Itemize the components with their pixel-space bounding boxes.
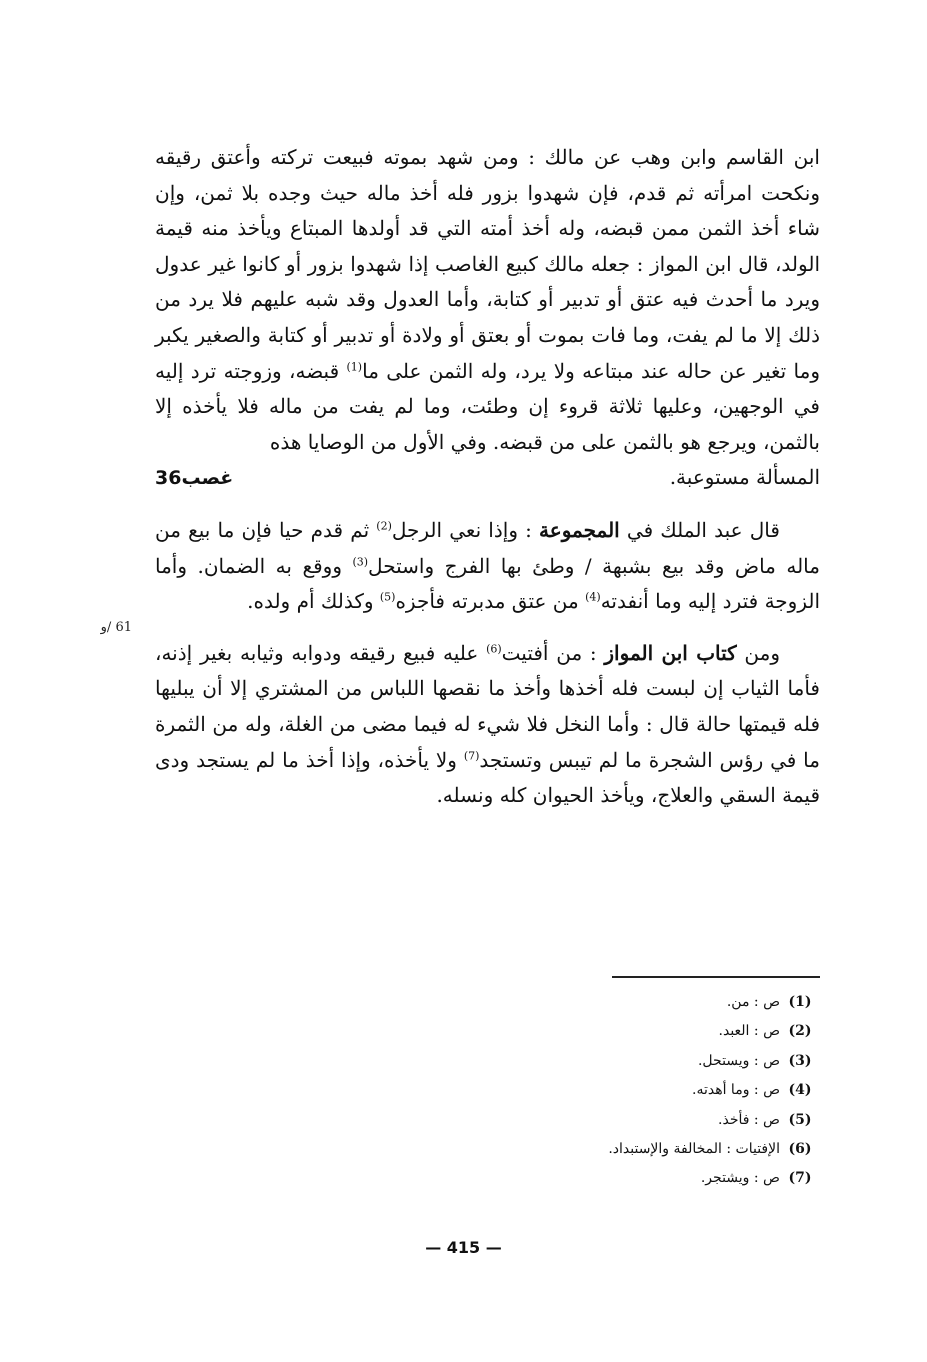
- footnote-text: ص : من.: [726, 994, 780, 1010]
- text-line: والصغير يكبر وما تغير عن حاله عند مبتاعه ولا يرد، وله الثمن على ما: [155, 322, 820, 383]
- footnote-text: ص : ويستحل.: [697, 1052, 780, 1069]
- footnote-number: (5): [788, 1111, 812, 1128]
- footnote-text: ص : ويشتجر.: [700, 1170, 780, 1187]
- text-line: وزوجته ترد إليه في الوجهين، وعليها ثلاثة قروء إن وطئت، وما لم يفت من ماله فلا: [155, 358, 820, 419]
- footnote-item: [420, 1135, 820, 1164]
- footnote-text: الإفتيات : المخالفة والإستبداد.: [608, 1141, 780, 1158]
- main-text: [155, 140, 820, 814]
- text-line: ابن القاسم وابن وهب عن مالك : ومن شهد بموته فبيعت تركته وأعتق رقيقه: [155, 145, 820, 169]
- footnote-ref: (2): [376, 519, 392, 533]
- footnote-number: (6): [788, 1141, 812, 1158]
- footnote-ref: (1): [346, 359, 363, 373]
- text-span: عليه فبيع رقيقه ودوابه وثيابه بغير إذنه، فأما الثياب إن لبست فله أخذها وأخذ ما نقصها اللباس من المشتري إلا أن يبليها فله قيمتها حالة قال : وأما النخل فلا شيء له فيما مضى من الغلة، وله من الثمرة ما في رؤس الشجرة ما لم تيبس وتستجد: [155, 640, 820, 772]
- footnote-item: [420, 1047, 820, 1076]
- footnote-number: (7): [788, 1170, 812, 1187]
- footnote-ref: (6): [486, 642, 502, 656]
- footnote-text: ص : فأخذ.: [718, 1111, 780, 1128]
- footnote-item: [420, 1076, 820, 1105]
- text-line: المسألة مستوعبة.: [669, 465, 820, 490]
- text-line: عدول ويرد ما أحدث فيه عتق أو تدبير أو كتابة، وأما العدول وقد شبه عليهم فلا: [155, 251, 820, 312]
- text-span: : من أفتيت: [501, 640, 605, 665]
- footnote-separator: [612, 976, 820, 978]
- footnote-ref: (3): [352, 554, 369, 568]
- inline-note: غصب36: [155, 467, 234, 490]
- footnote-number: (2): [788, 1023, 812, 1040]
- footnote-number: (3): [788, 1052, 812, 1069]
- text-line: قبضه،: [289, 358, 347, 383]
- footnote-text: ص : العبد.: [718, 1023, 780, 1040]
- text-span: قال عبد الملك في: [619, 517, 780, 542]
- footnote-ref: (7): [463, 748, 480, 762]
- footnote-item: [420, 988, 820, 1017]
- page-number: — 415 —: [425, 1238, 502, 1257]
- text-line: يرد من ذلك إلا ما لم يفت، وما فات بموت أو بعتق أو ولادة أو تدبير أو كتابة: [155, 287, 820, 347]
- text-line: ونكحت امرأته ثم قدم، فإن شهدوا بزور فله أخذ ماله حيث وجده بلا ثمن، وإن: [155, 180, 820, 205]
- footnote-item: [420, 1017, 820, 1046]
- paragraph-3: [155, 636, 820, 814]
- book-title: كتاب ابن المواز: [604, 640, 737, 665]
- text-line: يأخذه إلا بالثمن، ويرجع هو بالثمن على من قبضه. وفي الأول من الوصايا هذه: [155, 394, 820, 454]
- text-span: ومن: [736, 640, 781, 665]
- text-span: ثم قدم حيا فإن ما بيع من ماله ماض وقد بيع بشبهة / وطئ بها الفرج واستحل: [155, 517, 820, 578]
- text-span: : وإذا نعي الرجل: [391, 517, 540, 542]
- text-span: وكذلك أم ولده.: [247, 589, 380, 614]
- paragraph-1-last-line: [155, 460, 820, 497]
- text-span: ولا يأخذه، وإذا أخذ ما لم يستجد ودى قيمة السقي والعلاج، ويأخذ الحيوان كله ونسله.: [155, 747, 820, 808]
- paragraph-1: [155, 140, 820, 460]
- footnote-ref: (5): [379, 590, 396, 604]
- book-title: المجموعة: [539, 517, 620, 542]
- text-span: من عتق مدبرته فأجزه: [395, 589, 586, 614]
- paragraph-2: [155, 513, 820, 620]
- footnote-number: (1): [788, 994, 812, 1010]
- folio-margin-note: 61 /و: [100, 620, 132, 635]
- footnote-number: (4): [788, 1082, 812, 1099]
- footnote-ref: (4): [585, 590, 601, 604]
- footnote-text: ص : وما أهدته.: [692, 1082, 780, 1099]
- footnotes: [420, 988, 820, 1194]
- text-line: شاء أخذ الثمن ممن قبضه، وله أخذ أمته التي قد أولدها المبتاع ويأخذ منه قيمة: [155, 216, 820, 241]
- text-line: الولد، قال ابن المواز : جعله مالك كبيع الغاصب إذا شهدوا بزور أو كانوا غير: [208, 251, 821, 276]
- footnote-item: [420, 1164, 820, 1193]
- footnote-item: [420, 1106, 820, 1135]
- text-span: ووقع به الضمان. وأما الزوجة فترد إليه وما أنفدته: [155, 553, 820, 614]
